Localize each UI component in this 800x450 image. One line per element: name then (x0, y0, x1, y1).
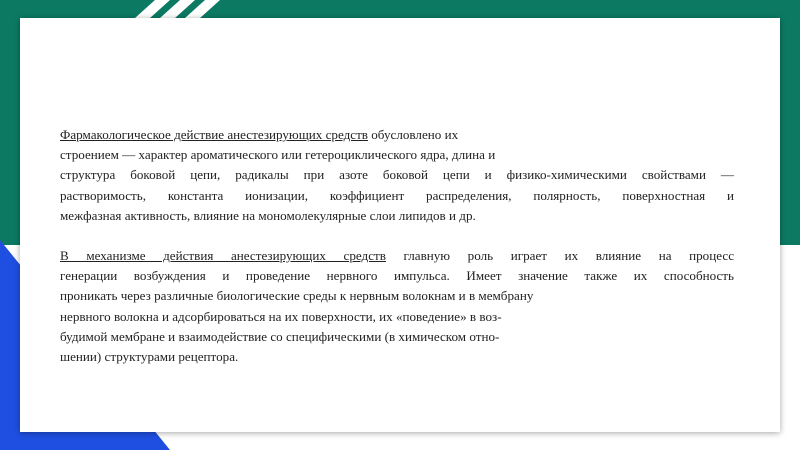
slide-body (60, 125, 734, 387)
paragraph-2-line-5: будимой мембране и взаимодействие со специфическими (в химическом отно- (60, 328, 500, 344)
paragraph-1-line-1: Фармакологическое действие анестезирующих средств обусловлено их (60, 127, 459, 142)
paragraph-2-line-4: нервного волокна и адсорбироваться на их поверхности, их «поведение» в воз- (60, 308, 502, 324)
paragraph-1-line-2: строением — характер ароматического или гетероциклического ядра, длина и (60, 147, 496, 163)
paragraph-1-line-5: межфазная активность, влияние на мономолекулярные слои липидов и др. (60, 207, 476, 223)
paragraph-2-line-6: шении) структурами рецептора. (60, 349, 239, 365)
paragraph-2-heading: В механизме действия анестезирующих средств (60, 248, 386, 264)
paragraph-2-line-1: В механизме действия анестезирующих средств главную роль играет их влияние на процесс (60, 248, 735, 264)
paragraph-1-line-3: структура боковой цепи, радикалы при азоте боковой цепи и физико-химическими свойствами — (60, 167, 734, 183)
paragraph-2 (60, 246, 734, 367)
paragraph-1-line-4: растворимость, константа ионизации, коэффициент распределения, полярность, поверхностная и (60, 187, 734, 203)
paragraph-2-line-2: генерации возбуждения и проведение нервного импульса. Имеет значение также их способность (60, 268, 734, 284)
paragraph-2-line-3: проникать через различные биологические среды к нервным волокнам и в мембрану (60, 288, 534, 304)
paragraph-1-heading: Фармакологическое действие анестезирующих средств (60, 127, 368, 142)
paragraph-1 (60, 125, 734, 226)
